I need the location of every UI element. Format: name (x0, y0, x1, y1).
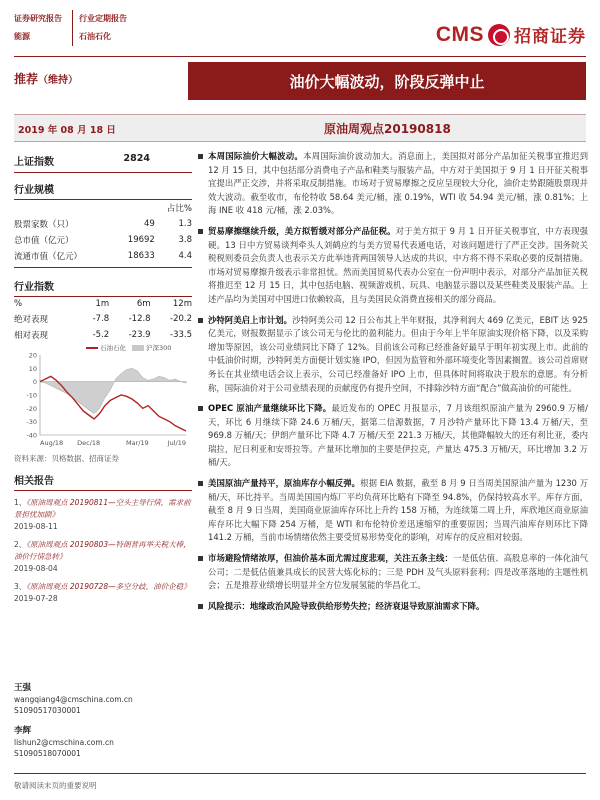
y-tick-label: 10 (28, 364, 37, 373)
row-value: 19692 (127, 235, 155, 245)
table-row (14, 327, 192, 343)
body-paragraph: 美国原油产量持平，原油库存小幅反弹。根据 EIA 数据，截至 8 月 9 日当周美国原油产量为 1230 万桶/天，环比持平。当周美国国内炼厂平均负荷环比略有下降至 94.8%，仍保持较高水平。库存方面，截至 8 月 9 日当周，美国商业原油库存环比上升约 158 万桶，为连续第二周上升，库欣地区商业原油库存环比大幅下降 254 万桶，是 WTI 和布伦特价差迅速缩窄的重要原因；当周汽油库存则环比下降 141.2 万桶，当前市场情绪依然主要受贸易形势变化的影响，对库存的反应相对较弱。 (198, 477, 588, 545)
logo-cn-text: 招商证券 (514, 27, 586, 47)
series-area-hs300 (40, 368, 186, 413)
report-date: 2019 年 08 月 18 日 (18, 125, 116, 136)
perf-header: 6m (136, 299, 151, 309)
table-row (14, 216, 192, 232)
share-header: 占比% (166, 204, 192, 214)
relative-performance-chart (14, 343, 192, 451)
row-share: 4.4 (178, 251, 192, 261)
report-subtype: 行业定期报告 (72, 10, 127, 28)
related-report[interactable]: 1、《原油周观点 20190811—空头主导行情，需求前景担忧加剧》 2019-08-11 (14, 498, 191, 531)
footer-divider (14, 773, 586, 774)
related-report[interactable]: 3、《原油周观点 20190728—多空分歧，油价企稳》 2019-07-28 (14, 582, 191, 603)
bullet-icon (198, 556, 203, 561)
row-label: 流通市值（亿元） (14, 252, 83, 262)
row-value: -23.9 (128, 330, 151, 340)
body-paragraph: 沙特阿美启上市计划。沙特阿美公司 12 日公布其上半年财报，其净利润大 469 亿美元，EBIT 达 925 亿美元，财报数据显示了该公司无与伦比的盈利能力。但由于今年上半年原油实现价格下降，以及采购增加等原因，该公司业绩同比下降了 12%。目前该公司称已经准备好最早于明年初实现上市。此前的中低油价时期，沙特阿美方面便计划实施 IPO，但因为监管和外部环境变化等因素搁置。该公司首席财务长在其业绩电话会议上表示，公司已经准备好 IPO 上市，但具体时间将取决于股东的意愿。有分析称，国际油价对于公司业绩表现的贡献度仍有提升空间，不排除沙特方面“配合”做高油价的可能性。 (198, 314, 588, 396)
table-row (14, 248, 192, 264)
analyst-email[interactable]: wangqiang4@cmschina.com.cn (14, 695, 133, 704)
x-tick-label: Dec/18 (77, 439, 101, 447)
row-value: -7.8 (92, 314, 110, 324)
bullet-icon (198, 481, 203, 486)
related-reports-title: 相关报告 (14, 476, 54, 487)
headline: 油价大幅波动，阶段反弹中止 (289, 72, 485, 91)
row-value: -5.2 (92, 330, 110, 340)
y-tick-label: -20 (26, 404, 37, 413)
row-value: 49 (144, 219, 155, 229)
row-label: 股票家数（只） (14, 220, 74, 230)
bullet-icon (198, 318, 203, 323)
date-title-bar (14, 114, 586, 142)
related-report[interactable]: 2、《原油周观点 20190803—特朗普再举关税大棒，油价行情急转》 2019-08-04 (14, 540, 191, 573)
related-date: 2019-08-11 (14, 522, 58, 531)
analyst-name: 李辉 (14, 726, 32, 736)
row-share: 1.3 (178, 219, 192, 229)
industry-scale-title: 行业规模 (14, 185, 54, 196)
index-value: 2824 (123, 153, 150, 164)
row-value: -33.5 (170, 330, 192, 340)
index-row (14, 150, 192, 172)
bullet-icon (198, 604, 203, 609)
line-chart-svg (14, 343, 192, 451)
table-row (14, 232, 192, 248)
main-body (198, 150, 588, 620)
body-paragraph: 市场避险情绪浓厚，但油价基本面尤需过度悲观，关注五条主线：一是低估值、高股息率的一体化油气公司；二是低估值兼具成长的民营大炼化标的；三是 PDH 及气头原料套利；四是改革落地的主题性机会；五是推荐业绩增长明显并全方位发展氢能的华昌化工。 (198, 552, 588, 593)
y-tick-label: -10 (26, 391, 37, 400)
perf-header: % (14, 299, 23, 309)
bullet-icon (198, 154, 203, 159)
logo-seal-icon (488, 24, 510, 46)
perf-header: 12m (172, 299, 192, 309)
header-divider (14, 56, 586, 57)
risk-paragraph: 风险提示：地缘政治风险导致供给形势失控；经济衰退导致原油需求下降。 (198, 600, 588, 614)
row-label: 总市值（亿元） (14, 236, 74, 246)
index-label: 上证指数 (14, 157, 54, 168)
body-paragraph: OPEC 原油产量继续环比下降。最近发布的 OPEC 月报显示，7 月该组织原油产量为 2960.9 万桶/天，环比 6 月继续下降 24.6 万桶/天，据第二信源数据，7 月沙特产量环比下降 13.4 万桶/天，至 969.8 万桶/天；伊朗产量环比下降 4.7 万桶/天至 221.3 万桶/天，其他降幅较大的还有利比亚，委内瑞拉，尼日利亚和安哥拉等。产量环比增加的主要是伊拉克，产量达 475.3 万桶/天，环比增加 3.2 万桶/天。 (198, 402, 588, 470)
bullet-icon (198, 229, 203, 234)
chart-source: 资料来源：贝格数据、招商证券 (14, 454, 119, 463)
x-tick-label: Mar/19 (125, 439, 149, 447)
rating-label: 推荐 (14, 72, 39, 86)
y-tick-label: -40 (26, 431, 37, 440)
related-reports-list (14, 497, 192, 605)
related-date: 2019-07-28 (14, 594, 58, 603)
analyst-name: 王强 (14, 683, 32, 693)
body-paragraph: 贸易摩擦继续升级，美方拟暂缓对部分产品征税。对于美方拟于 9 月 1 日开征关税事宜，中方表现强硬。13 日中方贸易谈判牵头人刘鹤应约与美方贸易代表通电话，对该问题进行了严正交涉。国务院关税税则委员会负责人也表示关方此举违背两国领导人达成的共识，中方将不得不采取必要的反制措施。市场对贸易摩擦升级表示非常担忧。然而美国贸易代表办公室在一份声明中表示，对部分产品加征关税将推迟至 12 月 15 日，其中包括电脑、视频游戏机、玩具、电脑显示器以及某些鞋类及服装产品。上述产品均为美国对中国进口依赖较高，且与美国民众消费直接相关的部分商品。 (198, 225, 588, 307)
row-value: 18633 (127, 251, 155, 261)
row-label: 相对表现 (14, 331, 49, 341)
related-date: 2019-08-04 (14, 564, 58, 573)
body-paragraph: 本周国际油价大幅波动。本周国际油价波动加大。消息面上，美国拟对部分产品加征关税事宜推迟到 12 月 15 日，其中包括部分消费电子产品和鞋类与服装产品，中方对于美国拟于 9 月 1 日开征关税事宜提出严正交涉，并将采取反制措施。市场对于贸易摩擦之反应呈现较大分化，油价走势跟随股票现并效大波动。截至收市，布伦特收 58.64 美元/桶，涨 0.19%，WTI 收 54.94 美元/桶，涨 0.81%；上海 INE 收 418 元/桶，涨 2.03%。 (198, 150, 588, 218)
performance-table (14, 297, 192, 343)
analyst-cert: S1090518070001 (14, 749, 81, 758)
left-sidebar (14, 150, 192, 759)
bullet-icon (198, 406, 203, 411)
row-value: -12.8 (128, 314, 151, 324)
y-tick-label: -30 (26, 418, 37, 427)
x-tick-label: Jul/19 (167, 439, 186, 447)
legend-item: 沪深300 (132, 343, 171, 352)
industry-index-title: 行业指数 (14, 282, 54, 293)
sector-name: 能源 (14, 32, 30, 41)
report-category-header (14, 10, 314, 46)
rating-sub: （维持） (38, 75, 79, 86)
table-row (14, 311, 192, 327)
y-tick-label: 0 (32, 378, 37, 387)
industry-scale-table (14, 200, 192, 264)
cms-logo (436, 22, 586, 47)
y-tick-label: 20 (28, 351, 37, 360)
legend-item: 石油石化 (86, 343, 126, 352)
x-tick-label: Aug/18 (40, 439, 64, 447)
analyst-email[interactable]: lishun2@cmschina.com.cn (14, 738, 114, 747)
report-type: 证券研究报告 (14, 14, 62, 23)
analyst-block (14, 683, 192, 759)
analyst-cert: S1090517030001 (14, 706, 81, 715)
chart-legend (86, 343, 171, 352)
rating (14, 70, 78, 87)
row-label: 绝对表现 (14, 315, 49, 325)
report-headline-banner (188, 62, 586, 100)
row-share: 3.8 (178, 235, 192, 245)
footer-disclaimer: 敬请阅读末页的重要说明 (14, 781, 97, 790)
row-value: -20.2 (170, 314, 192, 324)
perf-header: 1m (95, 299, 110, 309)
logo-cms-text: CMS (435, 22, 484, 46)
report-title: 原油周观点20190818 (324, 122, 451, 136)
subsector-name: 石油石化 (72, 28, 111, 46)
